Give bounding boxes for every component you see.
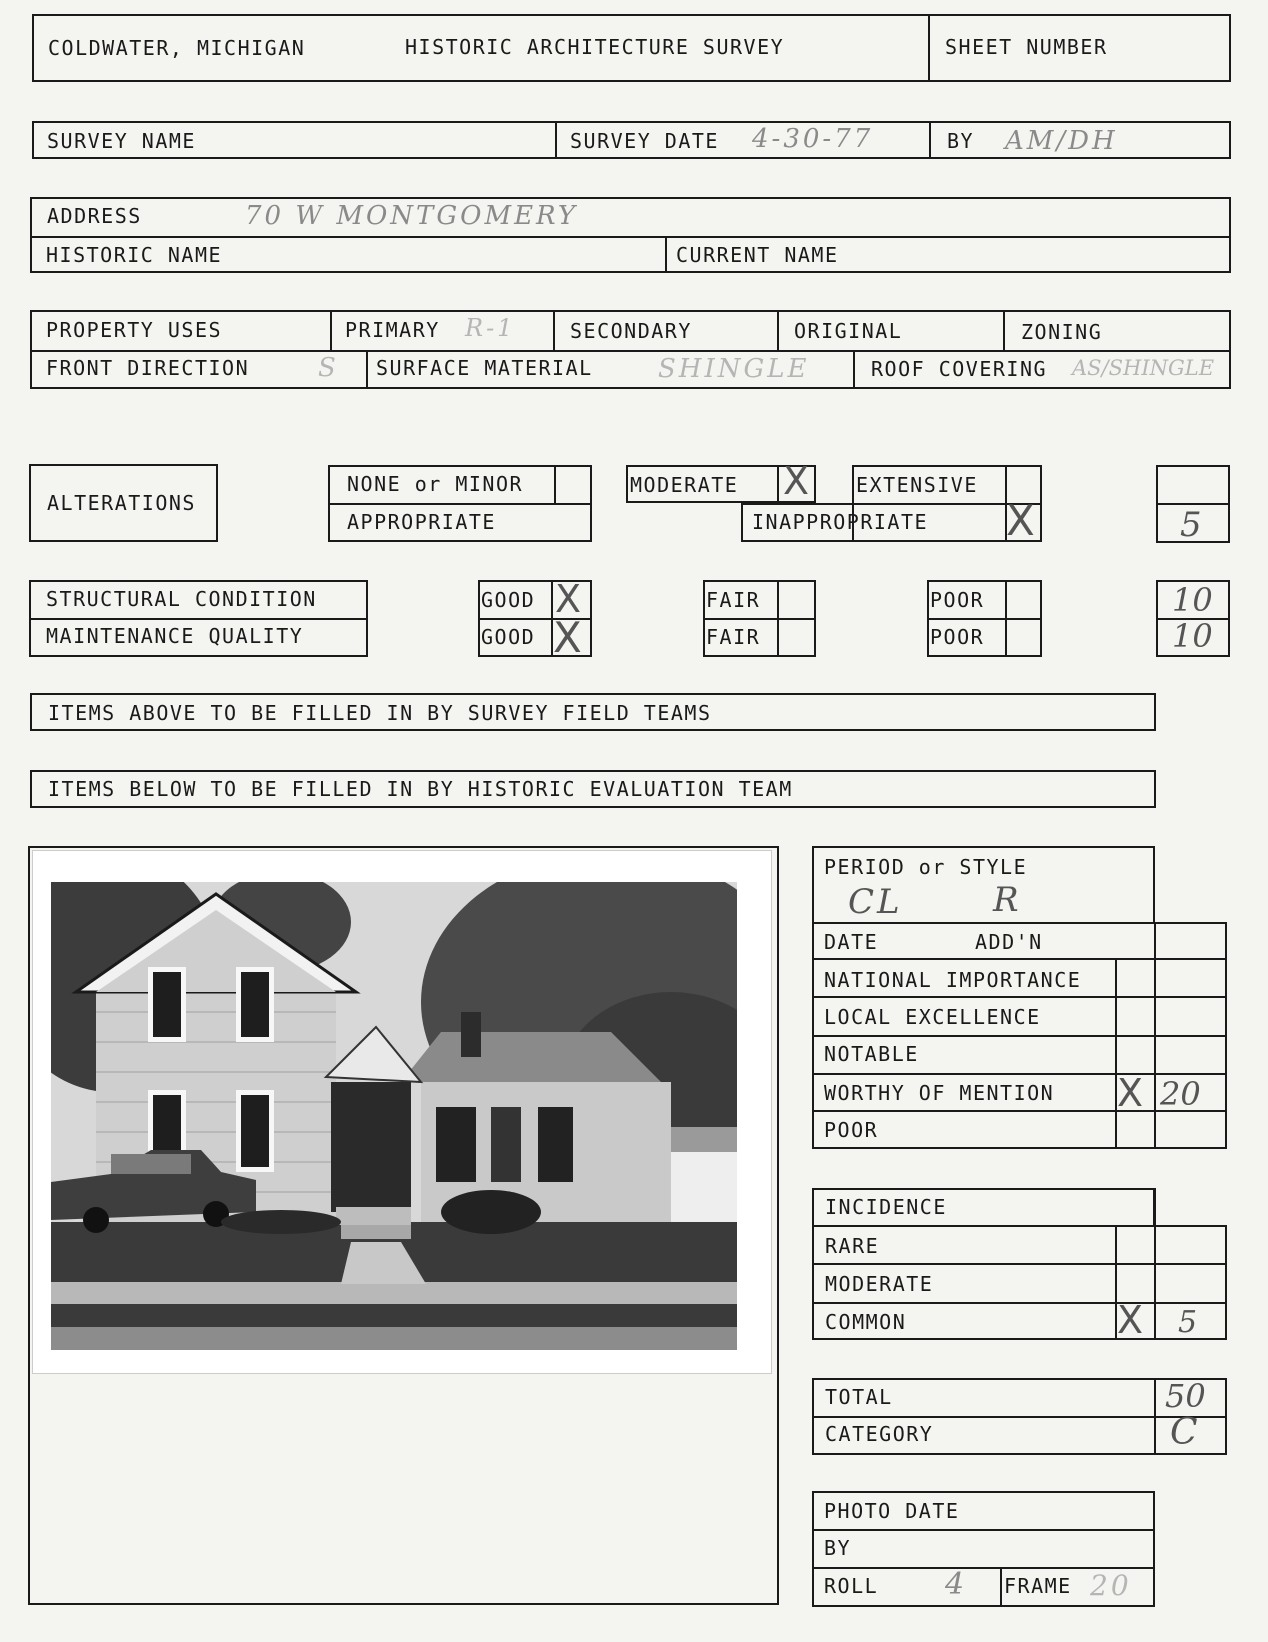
inappropriate-label: INAPPROPRIATE	[752, 510, 929, 534]
moderate-mark: X	[783, 459, 810, 503]
worthy-of-mention-label: WORTHY OF MENTION	[824, 1081, 1055, 1105]
notable-label: NOTABLE	[824, 1042, 919, 1066]
address-row-divider	[30, 236, 1231, 238]
header-divider	[928, 14, 930, 82]
worthy-mark: X	[1117, 1071, 1144, 1115]
evaluation-team-note: ITEMS BELOW TO BE FILLED IN BY HISTORIC EVALUATION TEAM	[48, 777, 793, 801]
secondary-label: SECONDARY	[570, 319, 692, 343]
address-col-divider	[665, 236, 667, 273]
property-div-2	[553, 310, 555, 350]
worthy-score: 20	[1160, 1075, 1201, 1113]
poor-rating-label: POOR	[824, 1118, 879, 1142]
maintenance-score: 10	[1172, 617, 1213, 655]
common-score: 5	[1178, 1305, 1201, 1340]
structural-poor-label: POOR	[930, 588, 985, 612]
roll-value: 4	[945, 1567, 968, 1602]
survey-date-label: SURVEY DATE	[570, 129, 719, 153]
moderate-label: MODERATE	[630, 473, 739, 497]
period-value-2: R	[993, 880, 1022, 920]
rare-label: RARE	[825, 1234, 880, 1258]
surface-material-label: SURFACE MATERIAL	[376, 356, 593, 380]
property-div-4	[1003, 310, 1005, 350]
survey-divider-1	[555, 121, 557, 159]
poor-mid	[927, 618, 1042, 620]
header-city: COLDWATER, MICHIGAN	[48, 36, 306, 60]
photo-by-label: BY	[824, 1536, 852, 1560]
inappropriate-bottom	[741, 540, 852, 542]
incidence-row-2	[812, 1302, 1227, 1304]
poor-col	[1005, 580, 1007, 657]
photo-info-row-1	[812, 1529, 1155, 1531]
period-value-1: CL	[848, 882, 903, 922]
address-value: 70 W MONTGOMERY	[245, 201, 578, 231]
maintenance-fair-label: FAIR	[706, 625, 761, 649]
total-label: TOTAL	[825, 1385, 893, 1409]
maintenance-good-mark: X	[553, 613, 582, 662]
photo-area-top	[28, 846, 779, 848]
incidence-label: INCIDENCE	[825, 1195, 947, 1219]
evaluation-team-right	[1154, 770, 1156, 808]
alterations-grid-a-mid	[328, 503, 592, 505]
evaluation-row-2	[812, 996, 1227, 998]
incidence-row-1	[812, 1263, 1227, 1265]
appropriate-label: APPROPRIATE	[347, 510, 496, 534]
category-label: CATEGORY	[825, 1422, 934, 1446]
property-row-divider	[30, 350, 1231, 352]
inappropriate-left	[741, 503, 743, 542]
front-direction-label: FRONT DIRECTION	[46, 356, 250, 380]
frame-label: FRAME	[1004, 1574, 1072, 1598]
extensive-mid	[741, 503, 1042, 505]
survey-name-label: SURVEY NAME	[47, 129, 196, 153]
survey-date-value: 4-30-77	[752, 124, 874, 154]
evaluation-row-3	[812, 1035, 1227, 1037]
roof-covering-label: ROOF COVERING	[871, 357, 1048, 381]
survey-by-value: AM/DH	[1005, 126, 1118, 156]
alterations-grid-a-col	[554, 465, 556, 503]
surface-material-value: SHINGLE	[658, 354, 810, 384]
alterations-label: ALTERATIONS	[47, 491, 196, 515]
totals-col	[1154, 1378, 1156, 1455]
frame-value: 20	[1090, 1569, 1132, 1602]
primary-value: R-1	[465, 314, 516, 342]
extensive-label: EXTENSIVE	[856, 473, 978, 497]
photo-area-left	[28, 846, 30, 1604]
roll-label: ROLL	[824, 1574, 879, 1598]
survey-right-edge	[1229, 121, 1231, 159]
front-direction-value: S	[318, 353, 339, 383]
property-uses-label: PROPERTY USES	[46, 318, 223, 342]
photo-area-right	[777, 846, 779, 1604]
primary-label: PRIMARY	[345, 318, 440, 342]
moderate-incidence-label: MODERATE	[825, 1272, 934, 1296]
survey-by-label: BY	[947, 129, 975, 153]
date-label: DATE	[824, 930, 879, 954]
evaluation-grid-col-1	[1115, 958, 1117, 1149]
fair-mid	[703, 618, 816, 620]
photo-date-label: PHOTO DATE	[824, 1499, 960, 1523]
structural-good-mark: X	[555, 577, 582, 621]
totals-mid	[812, 1416, 1227, 1418]
current-name-label: CURRENT NAME	[676, 243, 839, 267]
sheet-number-label: SHEET NUMBER	[945, 35, 1108, 59]
alterations-score: 5	[1180, 505, 1205, 545]
property-div-1	[330, 310, 332, 350]
evaluation-row-1	[812, 958, 1227, 960]
address-label: ADDRESS	[47, 204, 142, 228]
property-div-6	[853, 350, 855, 389]
maintenance-label: MAINTENANCE QUALITY	[46, 624, 304, 648]
common-label: COMMON	[825, 1310, 907, 1334]
property-div-3	[777, 310, 779, 350]
total-value: 50	[1165, 1377, 1206, 1415]
common-mark: X	[1117, 1298, 1144, 1342]
photo-area-bottom	[28, 1603, 779, 1605]
period-label: PERIOD or STYLE	[824, 855, 1028, 879]
fair-col	[777, 580, 779, 657]
property-div-5	[366, 350, 368, 389]
addn-label: ADD'N	[975, 930, 1043, 954]
national-importance-label: NATIONAL IMPORTANCE	[824, 968, 1082, 992]
local-excellence-label: LOCAL EXCELLENCE	[824, 1005, 1041, 1029]
structural-good-label: GOOD	[481, 588, 536, 612]
header-title: HISTORIC ARCHITECTURE SURVEY	[405, 35, 785, 59]
field-teams-note: ITEMS ABOVE TO BE FILLED IN BY SURVEY FIELD TEAMS	[48, 701, 712, 725]
photo-info-col	[1000, 1567, 1002, 1607]
category-value: C	[1170, 1412, 1201, 1453]
maintenance-poor-label: POOR	[930, 625, 985, 649]
historic-name-label: HISTORIC NAME	[46, 243, 223, 267]
original-label: ORIGINAL	[794, 319, 903, 343]
condition-label-mid	[29, 618, 368, 620]
structural-score: 10	[1172, 581, 1213, 619]
structural-label: STRUCTURAL CONDITION	[46, 587, 317, 611]
house-photo	[51, 882, 737, 1350]
inappropriate-mark: X	[1006, 496, 1035, 545]
maintenance-good-label: GOOD	[481, 625, 536, 649]
zoning-label: ZONING	[1021, 320, 1103, 344]
survey-divider-2	[929, 121, 931, 159]
roof-covering-value: AS/SHINGLE	[1072, 356, 1215, 380]
none-minor-label: NONE or MINOR	[347, 472, 524, 496]
structural-fair-label: FAIR	[706, 588, 761, 612]
moderate-col	[777, 465, 779, 503]
